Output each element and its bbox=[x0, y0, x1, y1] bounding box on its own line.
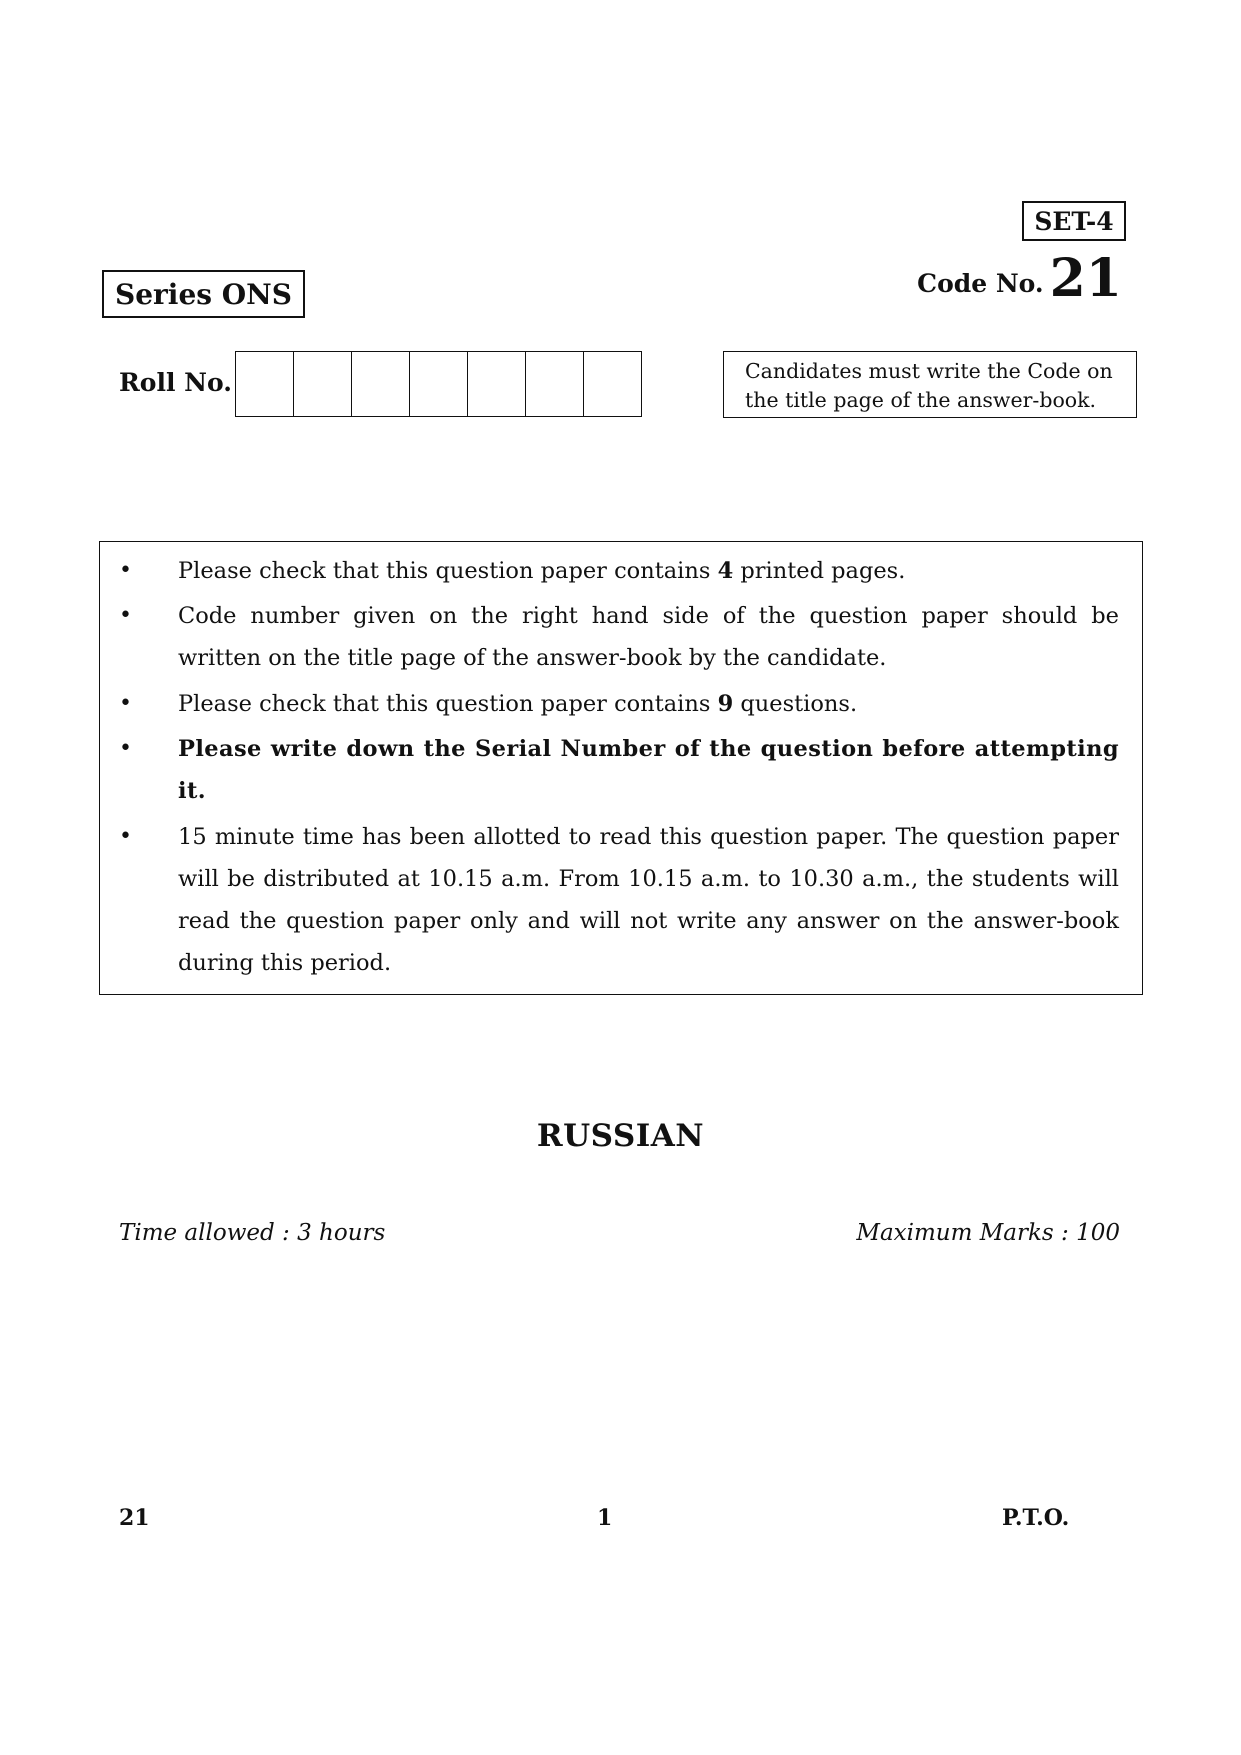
code-notice: Candidates must write the Code on the title page of the answer-book. bbox=[723, 351, 1137, 418]
bullet-icon: • bbox=[119, 824, 132, 849]
roll-number-box bbox=[526, 351, 584, 417]
roll-number-box bbox=[468, 351, 526, 417]
instruction-text: Code number given on the right hand side of the question paper should be written on the title page of the answer-book by the candidate. bbox=[178, 603, 1119, 671]
page-number: 1 bbox=[597, 1505, 613, 1531]
roll-number-box bbox=[410, 351, 468, 417]
instructions-box bbox=[99, 541, 1143, 995]
roll-number-boxes bbox=[235, 351, 642, 417]
roll-number-box bbox=[352, 351, 410, 417]
instruction-text: Please check that this question paper contains 4 printed pages. bbox=[178, 558, 906, 584]
code-label: Code No. bbox=[917, 269, 1044, 298]
footer-code: 21 bbox=[119, 1505, 150, 1531]
roll-number-box bbox=[294, 351, 352, 417]
instruction-text: Please write down the Serial Number of the question before attempting it. bbox=[178, 736, 1119, 804]
roll-number-box bbox=[584, 351, 642, 417]
instruction-text: 15 minute time has been allotted to read this question paper. The question paper will be distributed at 10.15 a.m. From 10.15 a.m. to 10.30 a.m., the students will read the question paper only and will not write any answer on the answer-book during this period. bbox=[178, 824, 1119, 976]
bullet-icon: • bbox=[119, 736, 132, 761]
bullet-icon: • bbox=[119, 603, 132, 628]
bullet-icon: • bbox=[119, 691, 132, 716]
please-turn-over: P.T.O. bbox=[1002, 1505, 1070, 1531]
maximum-marks: Maximum Marks : 100 bbox=[856, 1220, 1120, 1246]
bullet-icon: • bbox=[119, 558, 132, 583]
code-number: 21 bbox=[1049, 248, 1122, 309]
roll-number-box bbox=[236, 351, 294, 417]
instruction-text: Please check that this question paper contains 9 questions. bbox=[178, 691, 858, 717]
time-allowed: Time allowed : 3 hours bbox=[119, 1220, 386, 1246]
set-label: SET-4 bbox=[1022, 201, 1126, 241]
roll-number-label: Roll No. bbox=[119, 368, 232, 397]
subject-title: RUSSIAN bbox=[536, 1118, 705, 1154]
series-label: Series ONS bbox=[102, 270, 305, 318]
code-number-line bbox=[900, 248, 1122, 309]
